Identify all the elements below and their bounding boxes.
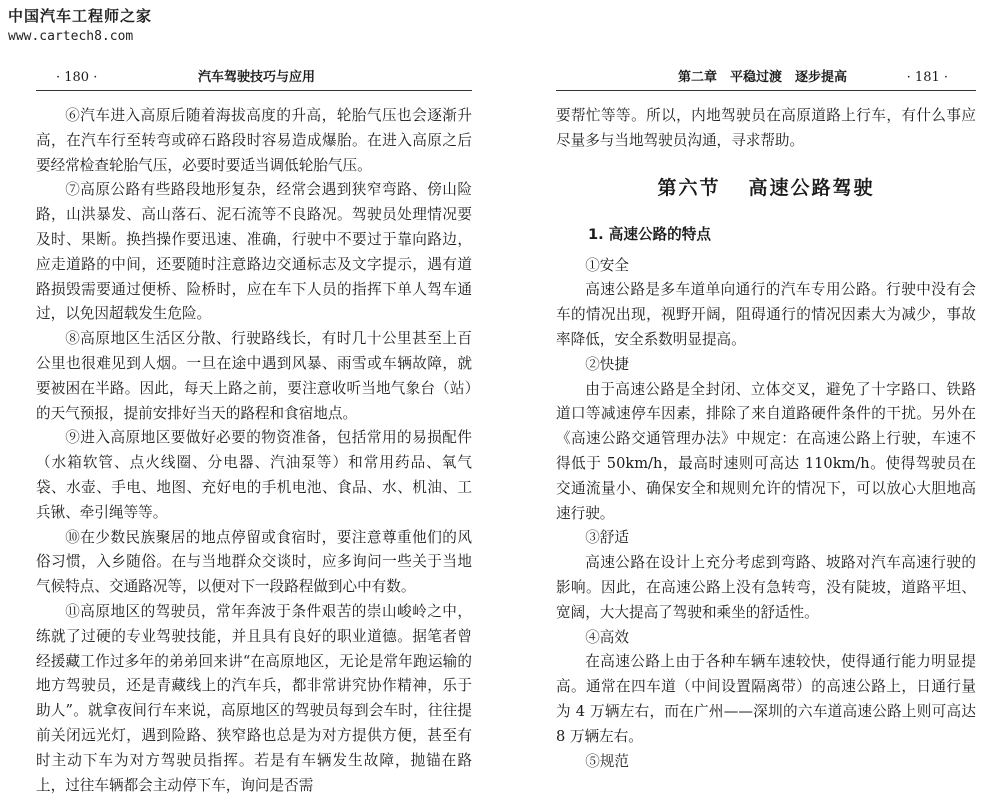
item-label: ⑤规范 [585,752,629,770]
left-page-header-title: 汽车驾驶技巧与应用 [198,70,316,85]
paragraph: 在高速公路上由于各种车辆车速较快，使得通行能力明显提高。通常在四车道（中间设置隔离带）的高速公路上，日通行量为 4 万辆左右，而在广州——深圳的六车道高速公路上则可高达 8 万辆左右。 [556,653,976,745]
right-page-body [556,104,976,774]
item-label: ③舒适 [585,529,629,547]
right-header-rule [556,90,976,91]
paragraph: 高速公路是多车道单向通行的汽车专用公路。行驶中没有会车的情况出现，视野开阔，阻碍通行的情况因素大为减少，事故率降低，安全系数明显提高。 [556,281,976,348]
item-label: ②快捷 [585,355,629,373]
left-page-header [36,67,472,89]
right-page-number: · 181 · [906,70,948,85]
subsection-title: 1. 高速公路的特点 [588,225,711,243]
paragraph: ⑩在少数民族聚居的地点停留或食宿时，要注意尊重他们的风俗习惯，入乡随俗。在与当地群众交谈时，应多询问一些关于当地气候特点、交通路况等，以便对下一段路程做到心中有数。 [36,528,472,596]
section-label: 第六节 [657,176,721,199]
left-page [36,0,472,794]
watermark-url: www.cartech8.com [8,29,134,44]
right-page-header [556,67,976,89]
right-page [556,0,976,784]
section-title [556,168,976,208]
item-label: ④高效 [585,628,629,646]
paragraph: ⑪高原地区的驾驶员，常年奔波于条件艰苦的崇山峻岭之中，练就了过硬的专业驾驶技能，并且具有良好的职业道德。据笔者曾经援藏工作过多年的弟弟回来讲“在高原地区，无论是常年跑运输的地方驾驶员，还是青藏线上的汽车兵，都非常讲究协作精神，乐于助人”。就拿夜间行车来说，高原地区的驾驶员每到会车时，往往提前关闭远光灯，遇到险路、狭窄路也总是为对方提供方便，甚至有时主动下车为对方驾驶员指挥。若是有车辆发生故障，抛锚在路上，过往车辆都会主动停下车，询问是否需 [36,602,472,794]
item-label: ①安全 [585,256,629,274]
paragraph: ⑥汽车进入高原后随着海拔高度的升高，轮胎气压也会逐渐升高，在汽车行至转弯或碎石路段时容易造成爆胎。在进入高原之后要经常检查轮胎气压，必要时要适当调低轮胎气压。 [36,107,472,174]
right-page-header-title: 第二章 平稳过渡 逐步提高 [678,70,848,85]
paragraph: 高速公路在设计上充分考虑到弯路、坡路对汽车高速行驶的影响。因此，在高速公路上没有急转弯，没有陡坡，道路平坦、宽阔，大大提高了驾驶和乘坐的舒适性。 [556,554,976,621]
left-header-rule [36,90,472,91]
left-page-body [36,104,472,798]
paragraph: ⑧高原地区生活区分散、行驶路线长，有时几十公里甚至上百公里也很难见到人烟。一旦在途中遇到风暴、雨雪或车辆故障，就要被困在半路。因此，每天上路之前，要注意收听当地气象台（站）的天气预报，提前安排好当天的路程和食宿地点。 [36,330,472,422]
watermark-title: 中国汽车工程师之家 [8,7,153,25]
paragraph: ⑨进入高原地区要做好必要的物资准备，包括常用的易损配件（水箱软管、点火线圈、分电器、汽油泵等）和常用药品、氧气袋、水壶、手电、地图、充好电的手机电池、食品、水、机油、工兵锹、牵引绳等等。 [36,429,472,521]
section-heading: 高速公路驾驶 [748,176,875,199]
paragraph: ⑦高原公路有些路段地形复杂，经常会遇到狭窄弯路、傍山险路，山洪暴发、高山落石、泥石流等不良路况。驾驶员处理情况要及时、果断。换挡操作要迅速、准确，行驶中不要过于靠向路边，应走道路的中间，还要随时注意路边交通标志及文字提示，遇有道路损毁需要通过便桥、险桥时，应在车下人员的指挥下单人驾车通过，以免因超载发生危险。 [36,181,472,323]
left-page-number: · 180 · [56,70,98,85]
paragraph: 要帮忙等等。所以，内地驾驶员在高原道路上行车，有什么事应尽量多与当地驾驶员沟通，寻求帮助。 [556,107,976,149]
paragraph: 由于高速公路是全封闭、立体交叉，避免了十字路口、铁路道口等减速停车因素，排除了来自道路硬件条件的干扰。另外在《高速公路交通管理办法》中规定：在高速公路上行驶，车速不得低于 50km/h，最高时速则可高达 110km/h。使得驾驶员在交通流量小、确保安全和规则允许的情况下，可以放心大胆地高速行驶。 [556,380,976,522]
